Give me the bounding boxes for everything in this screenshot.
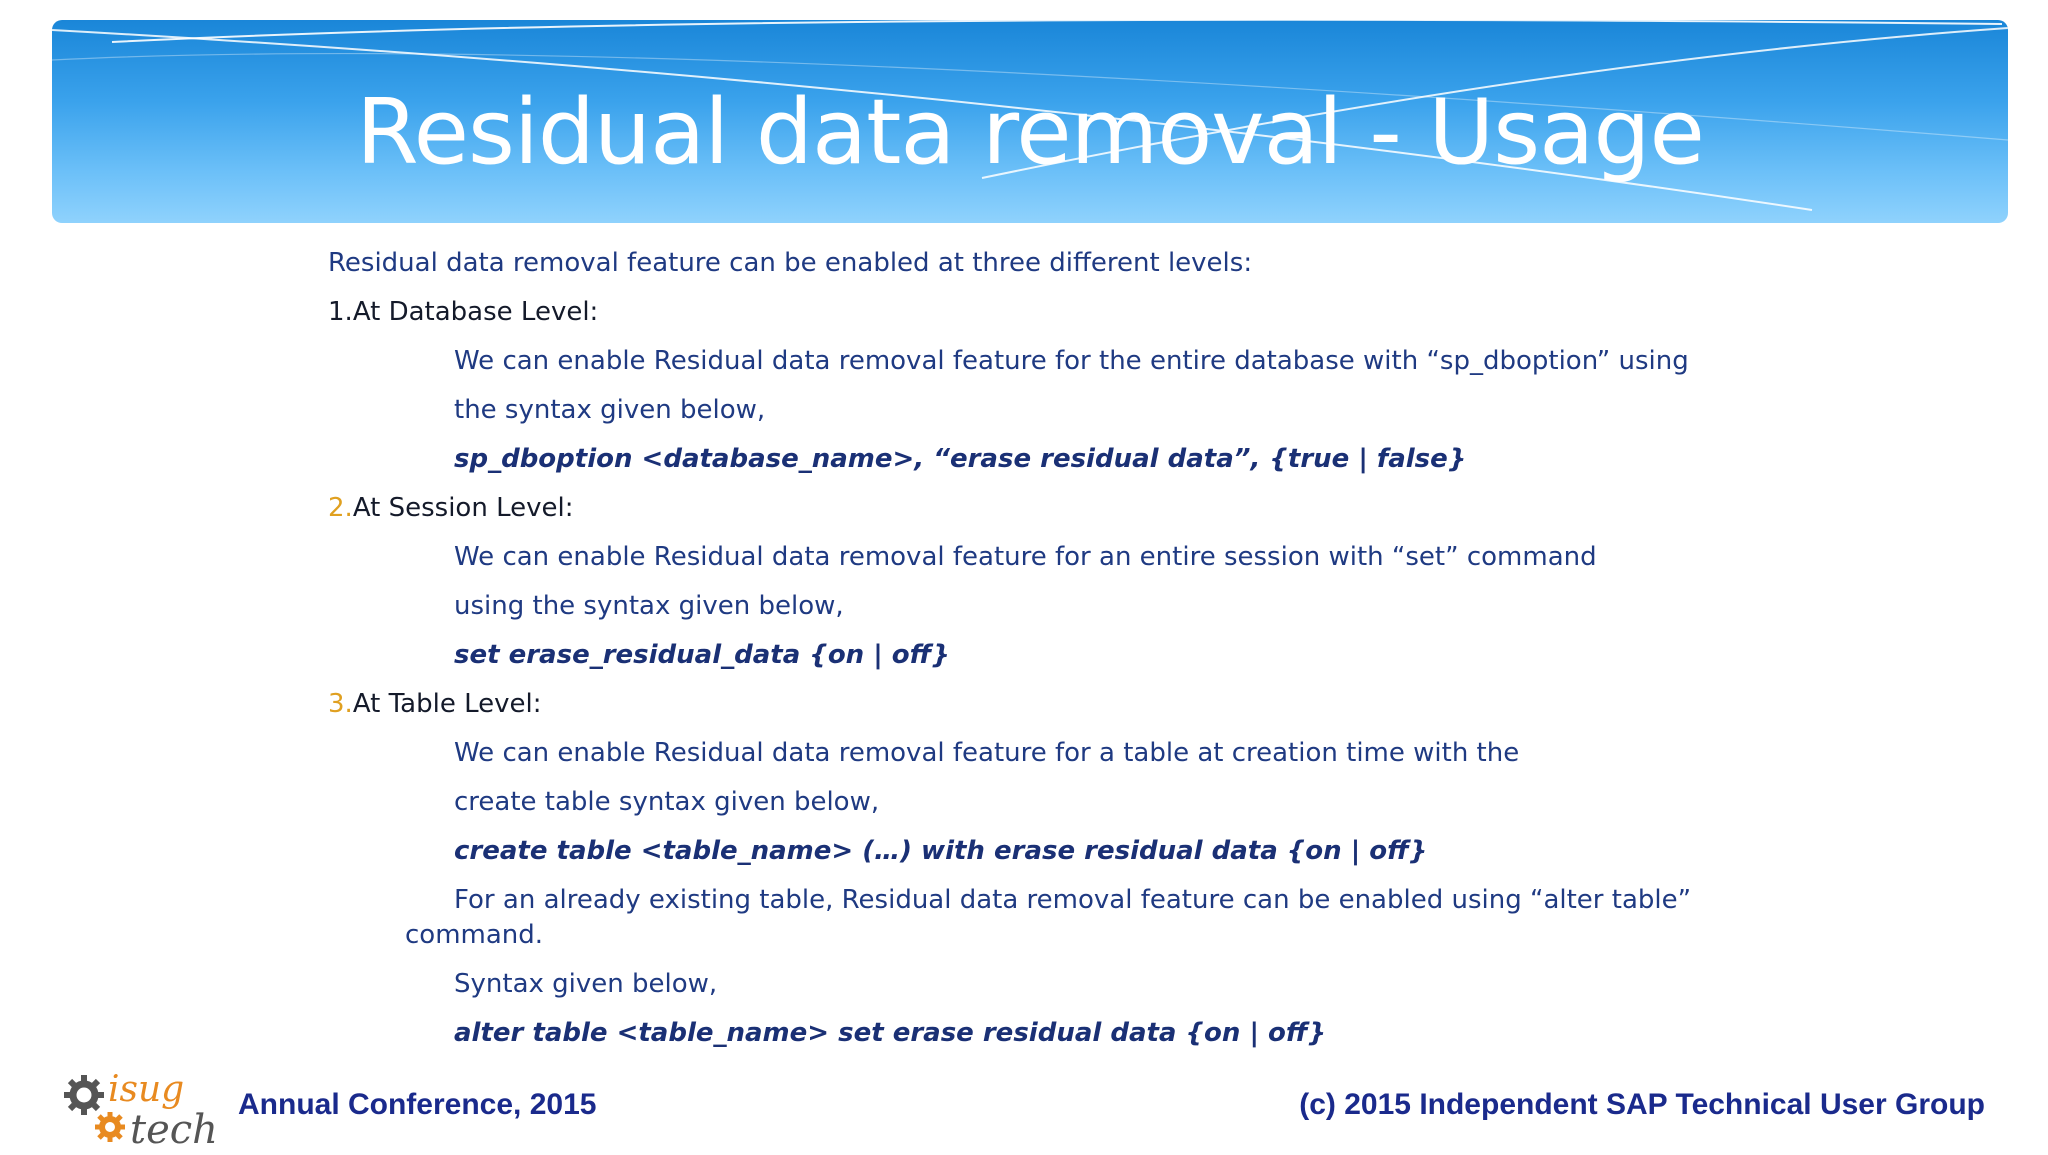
level-1-desc-line-1: We can enable Residual data removal feature for the entire database with “sp_dboption” using <box>454 346 1689 376</box>
logo-text-bottom: tech <box>130 1107 218 1151</box>
level-2-title: At Session Level: <box>352 493 574 523</box>
isug-tech-logo <box>60 1065 220 1151</box>
level-1-title: At Database Level: <box>352 297 599 327</box>
slide-title: Residual data removal - Usage <box>356 80 1704 185</box>
level-2-desc-line-2: using the syntax given below, <box>454 591 844 621</box>
level-1-number: 1. <box>328 297 353 327</box>
level-3-desc-line-1: We can enable Residual data removal feature for a table at creation time with the <box>454 738 1520 768</box>
footer-copyright: (c) 2015 Independent SAP Technical User Group <box>1299 1088 1985 1121</box>
level-2-heading <box>328 495 573 521</box>
level-3-heading <box>328 691 542 717</box>
alter-desc-line-2: command. <box>405 920 544 950</box>
logo-text-top: isug <box>108 1069 185 1110</box>
level-1-syntax: sp_dboption <database_name>, “erase residual data”, {true | false} <box>454 444 1467 474</box>
level-1-heading <box>328 299 598 325</box>
alter-desc-line-1: For an already existing table, Residual data removal feature can be enabled using “alter table” <box>454 885 1692 915</box>
level-2-number: 2. <box>328 493 353 523</box>
intro-text: Residual data removal feature can be enabled at three different levels: <box>328 248 1253 278</box>
level-3-desc-line-2: create table syntax given below, <box>454 787 880 817</box>
footer-conference: Annual Conference, 2015 <box>238 1088 597 1121</box>
gear-icon <box>64 1075 104 1115</box>
level-3-number: 3. <box>328 689 353 719</box>
level-2-syntax: set erase_residual_data {on | off} <box>454 640 950 670</box>
level-3-title: At Table Level: <box>352 689 542 719</box>
level-2-desc-line-1: We can enable Residual data removal feature for an entire session with “set” command <box>454 542 1597 572</box>
alter-syntax-intro: Syntax given below, <box>454 969 718 999</box>
alter-syntax: alter table <table_name> set erase residual data {on | off} <box>454 1018 1327 1048</box>
level-1-desc-line-2: the syntax given below, <box>454 395 766 425</box>
level-3-syntax: create table <table_name> (…) with erase residual data {on | off} <box>454 836 1428 866</box>
gear-orange-icon <box>95 1112 125 1142</box>
